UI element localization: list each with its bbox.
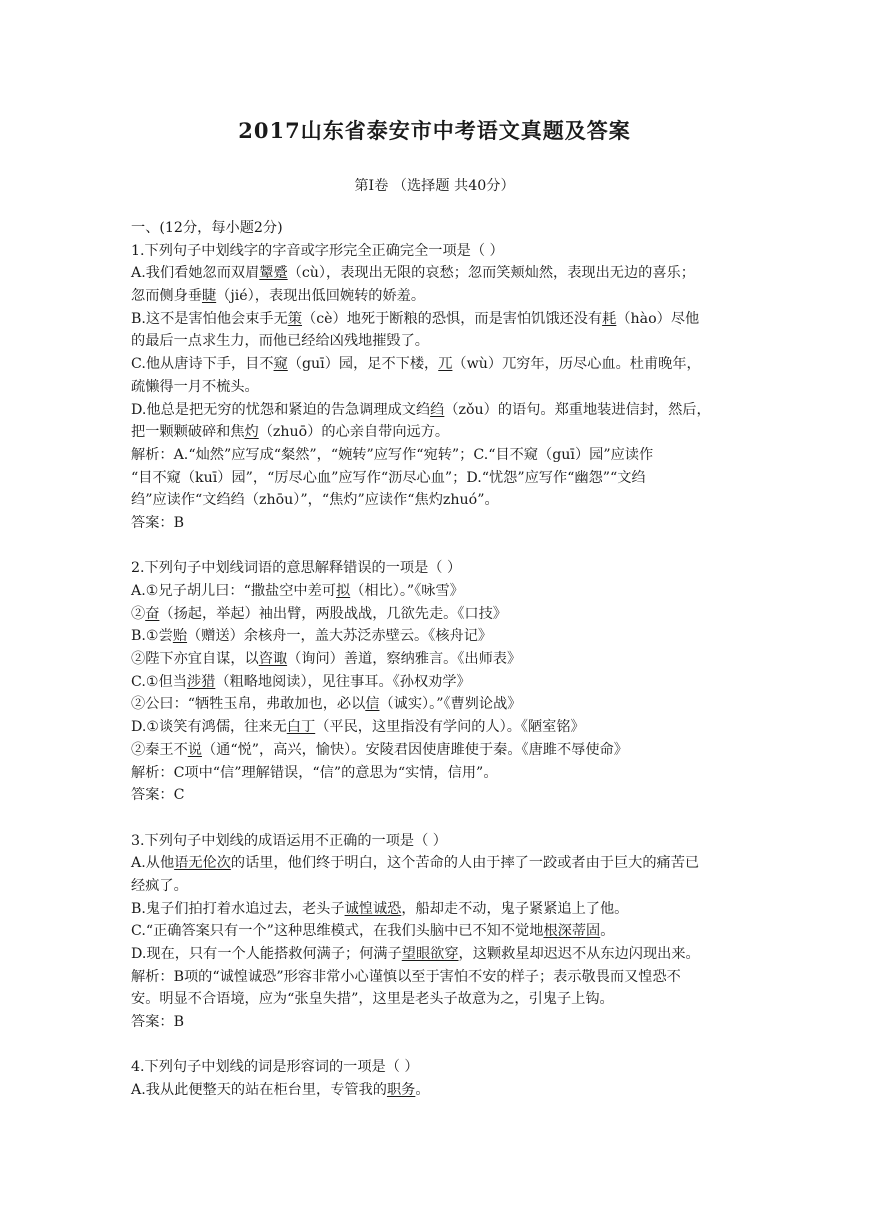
question-1-stem: 1.下列句子中划线字的字音或字形完全正确完全一项是（ ） xyxy=(131,242,504,259)
q3-option-d: D.现在，只有一个人能搭救何满子；何满子望眼欲穿，这颗救星却迟迟不从东边闪现出来。 xyxy=(131,946,700,962)
q2-option-c-item2: ②公曰：“牺牲玉帛，弗敢加也，必以信（诚实）。”《曹刿论战》 xyxy=(131,696,522,713)
q1-option-d-line2: 把一颗颗破碎和焦灼（zhuō）的心亲自带向远方。 xyxy=(131,424,450,441)
q2-explanation: 解析：C项中“信”理解错误，“信”的意思为“实情，信用”。 xyxy=(131,764,498,781)
q1-explanation-line3: 绉”应读作“文绉绉（zhōu）”，“焦灼”应读作“焦灼zhuó”。 xyxy=(131,492,499,509)
q1-explanation-line1: 解析：A.“灿然”应写成“粲然”，“婉转”应写作“宛转”；C.“目不窥（guī）园”应读作 xyxy=(131,446,654,463)
q2-option-b-item1: B.①尝贻（赠送）余核舟一，盖大苏泛赤壁云。《核舟记》 xyxy=(131,628,493,645)
q1-option-a-line1: A.我们看她忽而双眉颦蹙（cù），表现出无限的哀愁；忽而笑颊灿然，表现出无边的喜乐； xyxy=(131,265,695,282)
q1-option-b-line2: 的最后一点求生力，而他已经给凶残地摧毁了。 xyxy=(131,333,429,350)
question-3-stem: 3.下列句子中划线的成语运用不正确的一项是（ ） xyxy=(131,832,447,849)
q3-option-a-line1: A.从他语无伦次的话里，他们终于明白，这个苦命的人由于摔了一跤或者由于巨大的痛苦已 xyxy=(131,855,700,872)
q3-answer: 答案：B xyxy=(131,1014,184,1031)
q2-option-b-item2: ②陛下亦宜自谋，以咨诹（询问）善道，察纳雅言。《出师表》 xyxy=(131,651,522,668)
question-4-stem: 4.下列句子中划线的词是形容词的一项是（ ） xyxy=(131,1059,419,1076)
q2-option-a-item1: A.①兄子胡儿曰：“撒盐空中差可拟（相比）。”《咏雪》 xyxy=(131,583,464,599)
q1-answer: 答案：B xyxy=(131,514,184,531)
q2-answer: 答案：C xyxy=(131,787,185,804)
q3-explanation-line2: 安。明显不合语境，应为“张皇失措”，这里是老头子故意为之，引鬼子上钩。 xyxy=(131,991,614,1008)
q2-option-c-item1: C.①但当涉猎（粗略地阅读），见往事耳。《孙权劝学》 xyxy=(131,673,471,690)
q3-option-c: C.“正确答案只有一个”这种思维模式，在我们头脑中已不知不觉地根深蒂固。 xyxy=(131,923,615,940)
q3-option-b: B.鬼子们拍打着水追过去，老头子诚惶诚恐，船却走不动，鬼子紧紧追上了他。 xyxy=(131,900,629,917)
q3-option-a-line2: 经疯了。 xyxy=(131,877,188,894)
section-heading: 一、(12分，每小题2分) xyxy=(131,220,283,236)
q4-option-a: A.我从此便整天的站在柜台里，专管我的职务。 xyxy=(131,1082,430,1099)
question-2-stem: 2.下列句子中划线词语的意思解释错误的一项是（ ） xyxy=(131,560,462,577)
q1-explanation-line2: “目不窥（kuī）园”，“厉尽心血”应写作“沥尽心血”；D.“忧怨”应写作“幽怨”“文绉 xyxy=(131,469,646,486)
section-subtitle: 第Ⅰ卷 （选择题 共40分） xyxy=(354,178,515,194)
q2-option-a-item2: ②奋（扬起，举起）袖出臂，两股战战，几欲先走。《口技》 xyxy=(131,605,507,622)
q2-option-d-item1: D.①谈笑有鸿儒，往来无白丁（平民，这里指没有学问的人）。《陋室铭》 xyxy=(131,719,585,736)
q1-option-b-line1: B.这不是害怕他会束手无策（cè）地死于断粮的恐惧，而是害怕饥饿还没有耗（hào）尽他 xyxy=(131,310,700,327)
document-body xyxy=(131,217,743,1102)
q3-explanation-line1: 解析：B项的“诚惶诚恐”形容非常小心谨慎以至于害怕不安的样子；表示敬畏而又惶恐不 xyxy=(131,968,681,985)
q1-option-d-line1: D.他总是把无穷的忧怨和紧迫的告急调理成文绉绉（zǒu）的语句。郑重地装进信封，然后， xyxy=(131,401,711,418)
q1-option-a-line2: 忽而侧身垂睫（jié），表现出低回婉转的娇羞。 xyxy=(131,288,426,305)
q2-option-d-item2: ②秦王不说（通“悦”，高兴，愉快）。安陵君因使唐雎使于秦。《唐雎不辱使命》 xyxy=(131,741,628,758)
q1-option-c-line2: 疏懒得一月不梳头。 xyxy=(131,378,259,395)
q1-option-c-line1: C.他从唐诗下手，目不窥（guī）园，足不下楼，兀（wù）兀穷年，历尽心血。杜甫晚年， xyxy=(131,356,701,373)
page-title: 2017山东省泰安市中考语文真题及答案 xyxy=(238,118,631,143)
